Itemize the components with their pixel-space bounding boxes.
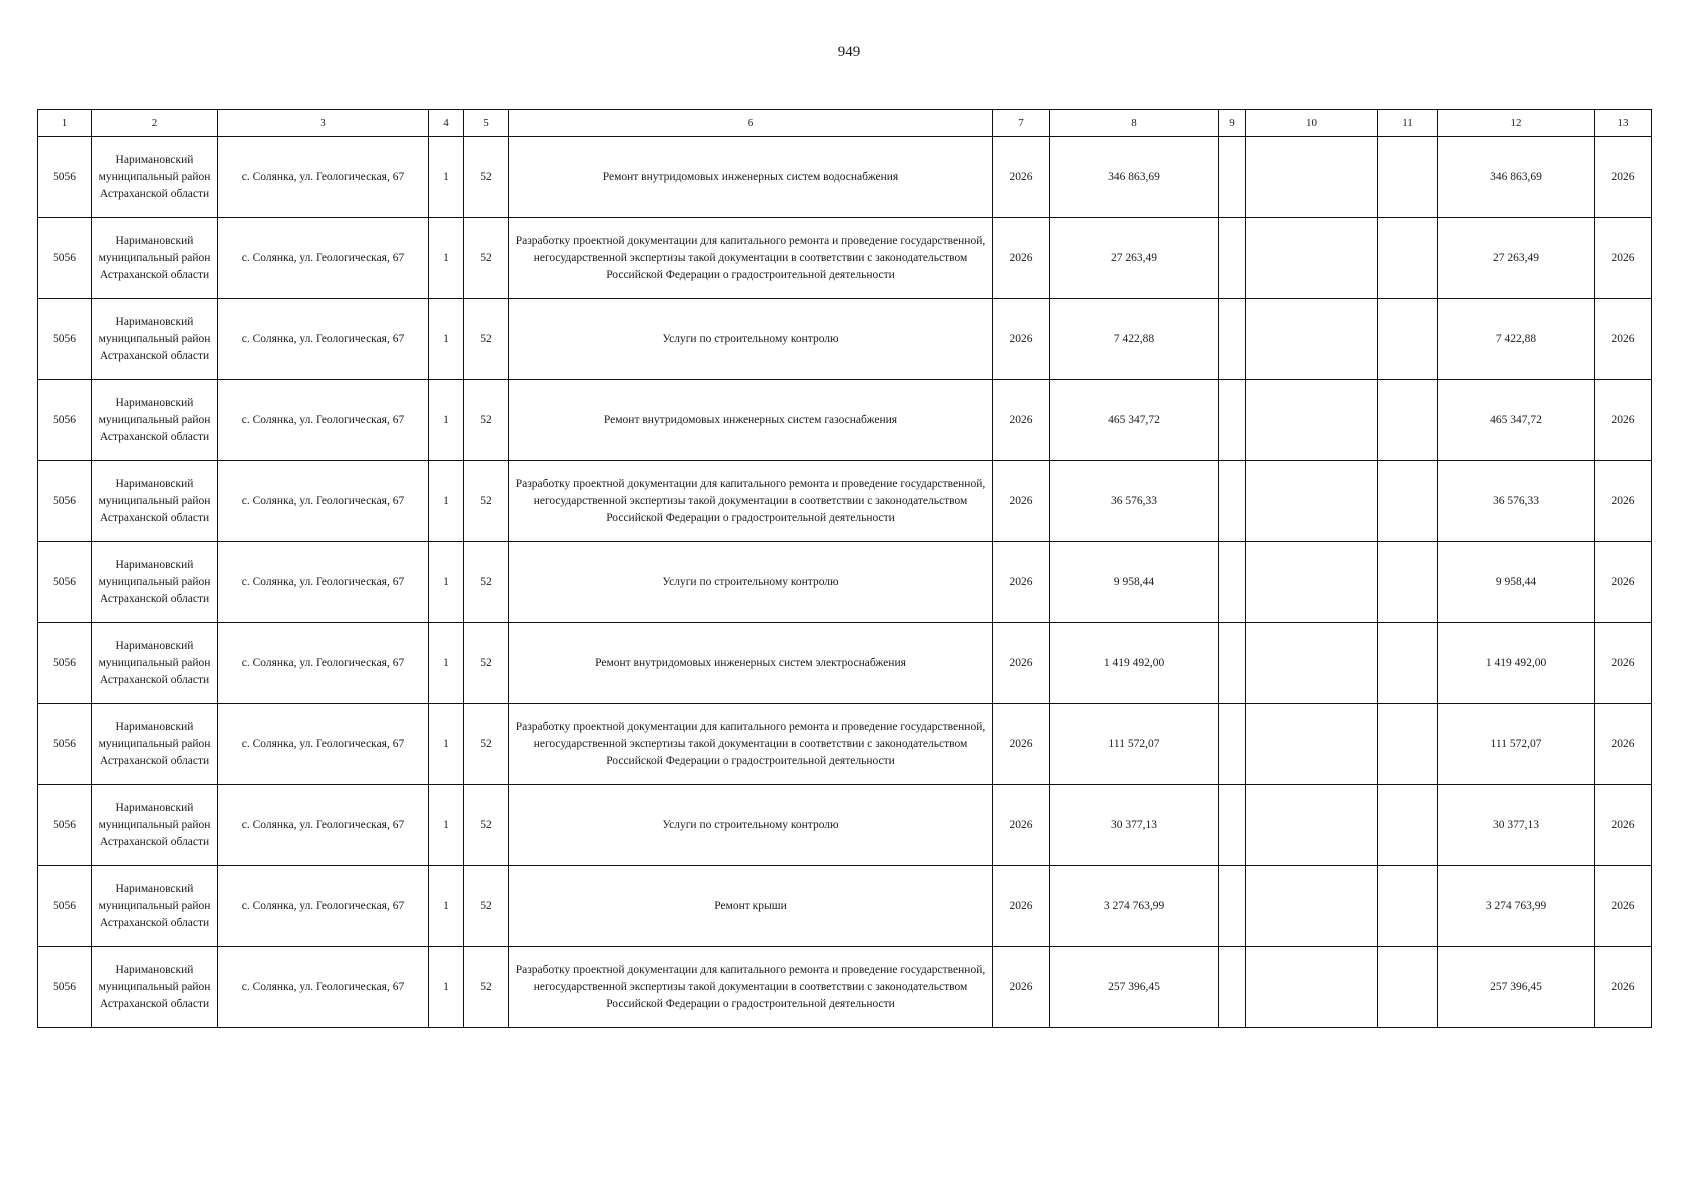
cell-total-cost: 465 347,72 (1050, 380, 1219, 461)
cell-fund-cost: 1 419 492,00 (1438, 623, 1595, 704)
cell-col11 (1378, 461, 1438, 542)
cell-work-type: Ремонт внутридомовых инженерных систем водоснабжения (509, 137, 993, 218)
cell-address: с. Солянка, ул. Геологическая, 67 (218, 542, 429, 623)
cell-total-cost: 27 263,49 (1050, 218, 1219, 299)
cell-address: с. Солянка, ул. Геологическая, 67 (218, 461, 429, 542)
cell-completion-year: 2026 (1595, 623, 1652, 704)
cell-year: 2026 (993, 947, 1050, 1028)
cell-completion-year: 2026 (1595, 137, 1652, 218)
cell-house-id: 5056 (38, 461, 92, 542)
cell-col11 (1378, 137, 1438, 218)
cell-col9 (1219, 704, 1246, 785)
cell-fund-cost: 7 422,88 (1438, 299, 1595, 380)
cell-col10 (1246, 461, 1378, 542)
cell-col11 (1378, 218, 1438, 299)
header-row (38, 110, 1652, 137)
cell-col9 (1219, 623, 1246, 704)
table-row (38, 623, 1652, 704)
cell-col4: 1 (429, 137, 464, 218)
cell-house-id: 5056 (38, 866, 92, 947)
cell-year: 2026 (993, 461, 1050, 542)
cell-col10 (1246, 947, 1378, 1028)
cell-work-type: Разработку проектной документации для капитального ремонта и проведение государственной, негосударственной экспертизы такой документации в соответствии с законодательством Российской Федерации о градостроительной деятельности (509, 704, 993, 785)
cell-col9 (1219, 785, 1246, 866)
column-header-4: 4 (429, 110, 464, 137)
cell-work-type: Ремонт внутридомовых инженерных систем электроснабжения (509, 623, 993, 704)
cell-work-type: Разработку проектной документации для капитального ремонта и проведение государственной, негосударственной экспертизы такой документации в соответствии с законодательством Российской Федерации о градостроительной деятельности (509, 218, 993, 299)
cell-address: с. Солянка, ул. Геологическая, 67 (218, 866, 429, 947)
cell-col9 (1219, 380, 1246, 461)
cell-total-cost: 9 958,44 (1050, 542, 1219, 623)
cell-completion-year: 2026 (1595, 218, 1652, 299)
cell-total-cost: 7 422,88 (1050, 299, 1219, 380)
cell-col4: 1 (429, 218, 464, 299)
column-header-7: 7 (993, 110, 1050, 137)
cell-municipality: Наримановский муниципальный район Астраханской области (92, 704, 218, 785)
cell-total-cost: 346 863,69 (1050, 137, 1219, 218)
cell-fund-cost: 36 576,33 (1438, 461, 1595, 542)
cell-col5: 52 (464, 461, 509, 542)
cell-col10 (1246, 542, 1378, 623)
capital-repair-table (37, 109, 1652, 1028)
cell-address: с. Солянка, ул. Геологическая, 67 (218, 947, 429, 1028)
cell-col11 (1378, 299, 1438, 380)
cell-completion-year: 2026 (1595, 461, 1652, 542)
cell-col5: 52 (464, 704, 509, 785)
cell-col4: 1 (429, 623, 464, 704)
cell-municipality: Наримановский муниципальный район Астраханской области (92, 299, 218, 380)
cell-address: с. Солянка, ул. Геологическая, 67 (218, 299, 429, 380)
cell-completion-year: 2026 (1595, 704, 1652, 785)
cell-col9 (1219, 947, 1246, 1028)
table-row (38, 380, 1652, 461)
cell-fund-cost: 3 274 763,99 (1438, 866, 1595, 947)
cell-col4: 1 (429, 299, 464, 380)
cell-col9 (1219, 299, 1246, 380)
table-row (38, 866, 1652, 947)
cell-total-cost: 30 377,13 (1050, 785, 1219, 866)
cell-col5: 52 (464, 218, 509, 299)
cell-municipality: Наримановский муниципальный район Астраханской области (92, 623, 218, 704)
cell-col11 (1378, 542, 1438, 623)
cell-total-cost: 257 396,45 (1050, 947, 1219, 1028)
cell-municipality: Наримановский муниципальный район Астраханской области (92, 785, 218, 866)
table-body (38, 137, 1652, 1028)
table-header (38, 110, 1652, 137)
table-row (38, 704, 1652, 785)
cell-address: с. Солянка, ул. Геологическая, 67 (218, 218, 429, 299)
cell-work-type: Разработку проектной документации для капитального ремонта и проведение государственной, негосударственной экспертизы такой документации в соответствии с законодательством Российской Федерации о градостроительной деятельности (509, 461, 993, 542)
cell-fund-cost: 111 572,07 (1438, 704, 1595, 785)
cell-col4: 1 (429, 704, 464, 785)
cell-col4: 1 (429, 542, 464, 623)
table-row (38, 461, 1652, 542)
cell-completion-year: 2026 (1595, 785, 1652, 866)
cell-col11 (1378, 623, 1438, 704)
column-header-9: 9 (1219, 110, 1246, 137)
cell-municipality: Наримановский муниципальный район Астраханской области (92, 380, 218, 461)
cell-year: 2026 (993, 866, 1050, 947)
cell-col10 (1246, 299, 1378, 380)
cell-col9 (1219, 461, 1246, 542)
cell-fund-cost: 465 347,72 (1438, 380, 1595, 461)
table-row (38, 299, 1652, 380)
cell-total-cost: 111 572,07 (1050, 704, 1219, 785)
cell-municipality: Наримановский муниципальный район Астраханской области (92, 218, 218, 299)
cell-col5: 52 (464, 542, 509, 623)
cell-work-type: Услуги по строительному контролю (509, 542, 993, 623)
cell-col9 (1219, 218, 1246, 299)
cell-house-id: 5056 (38, 380, 92, 461)
cell-col11 (1378, 704, 1438, 785)
cell-col9 (1219, 866, 1246, 947)
cell-col4: 1 (429, 947, 464, 1028)
cell-address: с. Солянка, ул. Геологическая, 67 (218, 137, 429, 218)
cell-completion-year: 2026 (1595, 299, 1652, 380)
cell-municipality: Наримановский муниципальный район Астраханской области (92, 461, 218, 542)
cell-col5: 52 (464, 137, 509, 218)
cell-year: 2026 (993, 542, 1050, 623)
cell-col5: 52 (464, 380, 509, 461)
cell-address: с. Солянка, ул. Геологическая, 67 (218, 704, 429, 785)
table-row (38, 218, 1652, 299)
cell-fund-cost: 9 958,44 (1438, 542, 1595, 623)
table-row (38, 137, 1652, 218)
cell-house-id: 5056 (38, 785, 92, 866)
cell-house-id: 5056 (38, 542, 92, 623)
table-row (38, 785, 1652, 866)
column-header-11: 11 (1378, 110, 1438, 137)
cell-col10 (1246, 623, 1378, 704)
cell-year: 2026 (993, 623, 1050, 704)
column-header-10: 10 (1246, 110, 1378, 137)
cell-completion-year: 2026 (1595, 947, 1652, 1028)
cell-col11 (1378, 785, 1438, 866)
cell-completion-year: 2026 (1595, 380, 1652, 461)
column-header-3: 3 (218, 110, 429, 137)
table-row (38, 947, 1652, 1028)
cell-col4: 1 (429, 866, 464, 947)
cell-col9 (1219, 542, 1246, 623)
cell-fund-cost: 30 377,13 (1438, 785, 1595, 866)
cell-year: 2026 (993, 299, 1050, 380)
cell-col11 (1378, 866, 1438, 947)
cell-col5: 52 (464, 947, 509, 1028)
cell-col5: 52 (464, 866, 509, 947)
cell-year: 2026 (993, 704, 1050, 785)
cell-municipality: Наримановский муниципальный район Астраханской области (92, 866, 218, 947)
cell-year: 2026 (993, 785, 1050, 866)
cell-address: с. Солянка, ул. Геологическая, 67 (218, 623, 429, 704)
cell-col4: 1 (429, 461, 464, 542)
cell-col11 (1378, 947, 1438, 1028)
cell-col10 (1246, 137, 1378, 218)
cell-col5: 52 (464, 623, 509, 704)
column-header-8: 8 (1050, 110, 1219, 137)
column-header-6: 6 (509, 110, 993, 137)
cell-total-cost: 36 576,33 (1050, 461, 1219, 542)
page-number: 949 (837, 44, 861, 60)
cell-completion-year: 2026 (1595, 866, 1652, 947)
cell-col5: 52 (464, 299, 509, 380)
cell-year: 2026 (993, 380, 1050, 461)
cell-col10 (1246, 785, 1378, 866)
cell-col10 (1246, 704, 1378, 785)
cell-municipality: Наримановский муниципальный район Астраханской области (92, 542, 218, 623)
column-header-13: 13 (1595, 110, 1652, 137)
cell-work-type: Ремонт крыши (509, 866, 993, 947)
cell-col4: 1 (429, 380, 464, 461)
cell-col10 (1246, 218, 1378, 299)
cell-col10 (1246, 866, 1378, 947)
cell-work-type: Ремонт внутридомовых инженерных систем газоснабжения (509, 380, 993, 461)
cell-year: 2026 (993, 218, 1050, 299)
cell-address: с. Солянка, ул. Геологическая, 67 (218, 380, 429, 461)
cell-house-id: 5056 (38, 218, 92, 299)
cell-fund-cost: 27 263,49 (1438, 218, 1595, 299)
cell-col5: 52 (464, 785, 509, 866)
column-header-2: 2 (92, 110, 218, 137)
cell-completion-year: 2026 (1595, 542, 1652, 623)
table-row (38, 542, 1652, 623)
cell-fund-cost: 257 396,45 (1438, 947, 1595, 1028)
cell-address: с. Солянка, ул. Геологическая, 67 (218, 785, 429, 866)
cell-municipality: Наримановский муниципальный район Астраханской области (92, 137, 218, 218)
cell-total-cost: 3 274 763,99 (1050, 866, 1219, 947)
column-header-5: 5 (464, 110, 509, 137)
cell-col11 (1378, 380, 1438, 461)
cell-total-cost: 1 419 492,00 (1050, 623, 1219, 704)
cell-fund-cost: 346 863,69 (1438, 137, 1595, 218)
cell-work-type: Разработку проектной документации для капитального ремонта и проведение государственной, негосударственной экспертизы такой документации в соответствии с законодательством Российской Федерации о градостроительной деятельности (509, 947, 993, 1028)
cell-work-type: Услуги по строительному контролю (509, 785, 993, 866)
cell-house-id: 5056 (38, 623, 92, 704)
cell-year: 2026 (993, 137, 1050, 218)
column-header-12: 12 (1438, 110, 1595, 137)
cell-col4: 1 (429, 785, 464, 866)
cell-municipality: Наримановский муниципальный район Астраханской области (92, 947, 218, 1028)
cell-house-id: 5056 (38, 299, 92, 380)
cell-house-id: 5056 (38, 137, 92, 218)
cell-work-type: Услуги по строительному контролю (509, 299, 993, 380)
cell-col10 (1246, 380, 1378, 461)
cell-col9 (1219, 137, 1246, 218)
cell-house-id: 5056 (38, 947, 92, 1028)
column-header-1: 1 (38, 110, 92, 137)
cell-house-id: 5056 (38, 704, 92, 785)
